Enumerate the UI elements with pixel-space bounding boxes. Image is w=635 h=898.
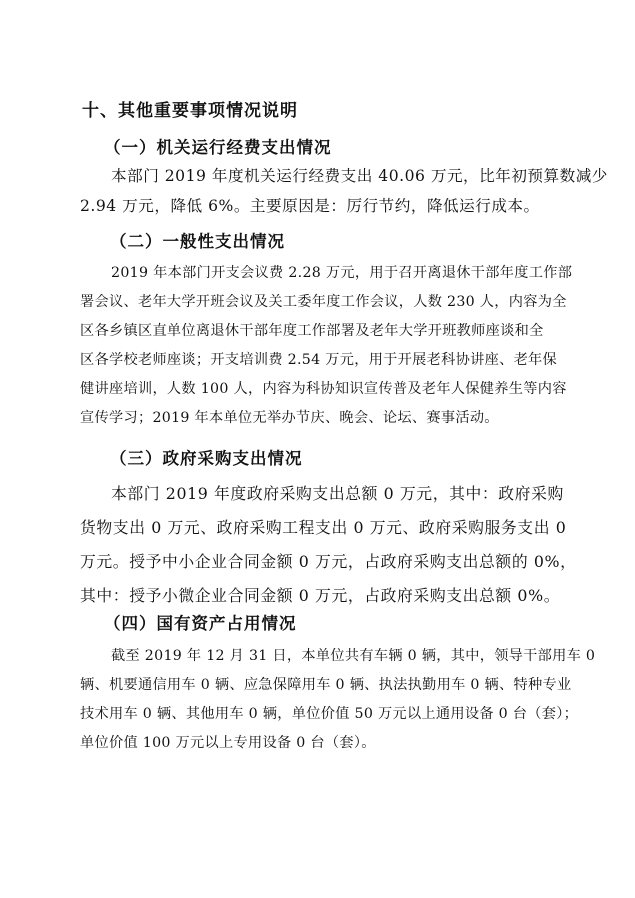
paragraph-line: 宣传学习；2019 年本单位无举办节庆、晚会、论坛、赛事活动。 — [80, 410, 499, 426]
paragraph-line: 单位价值 100 万元以上专用设备 0 台（套）。 — [80, 735, 376, 751]
heading-procurement: （三）政府采购支出情况 — [110, 449, 303, 468]
paragraph-line: 2019 年本部门开支会议费 2.28 万元，用于召开离退休干部年度工作部 — [111, 265, 573, 281]
paragraph-line: 健讲座培训，人数 100 人，内容为科协知识宣传普及老年人保健养生等内容 — [80, 381, 567, 397]
heading-general-expenses: （二）一般性支出情况 — [110, 232, 285, 251]
paragraph-line: 万元。授予中小企业合同金额 0 万元，占政府采购支出总额的 0%， — [80, 552, 577, 571]
heading-state-assets: （四）国有资产占用情况 — [104, 614, 297, 633]
paragraph-line: 辆、机要通信用车 0 辆、应急保障用车 0 辆、执法执勤用车 0 辆、特种专业 — [80, 677, 572, 693]
section-title: 十、其他重要事项情况说明 — [82, 101, 298, 121]
paragraph-line: 本部门 2019 年度机关运行经费支出 40.06 万元，比年初预算数减少 — [111, 167, 608, 185]
paragraph-line: 区各学校老师座谈；开支培训费 2.54 万元，用于开展老科协讲座、老年保 — [80, 352, 558, 368]
paragraph-line: 技术用车 0 辆、其他用车 0 辆，单位价值 50 万元以上通用设备 0 台（套）； — [80, 706, 579, 722]
paragraph-line: 署会议、老年大学开班会议及关工委年度工作会议，人数 230 人，内容为全 — [80, 294, 567, 310]
paragraph-line: 2.94 万元，降低 6%。主要原因是：厉行节约，降低运行成本。 — [80, 197, 540, 215]
paragraph-line: 其中：授予小微企业合同金额 0 万元，占政府采购支出总额 0%。 — [80, 586, 561, 605]
paragraph-line: 货物支出 0 万元、政府采购工程支出 0 万元、政府采购服务支出 0 — [80, 518, 567, 537]
paragraph-line: 本部门 2019 年度政府采购支出总额 0 万元，其中：政府采购 — [111, 484, 564, 503]
paragraph-line: 区各乡镇区直单位离退休干部年度工作部署及老年大学开班教师座谈和全 — [80, 323, 544, 339]
paragraph-line: 截至 2019 年 12 月 31 日，本单位共有车辆 0 辆，其中，领导干部用车 0 — [111, 648, 596, 664]
heading-operating-expenses: （一）机关运行经费支出情况 — [104, 138, 332, 157]
